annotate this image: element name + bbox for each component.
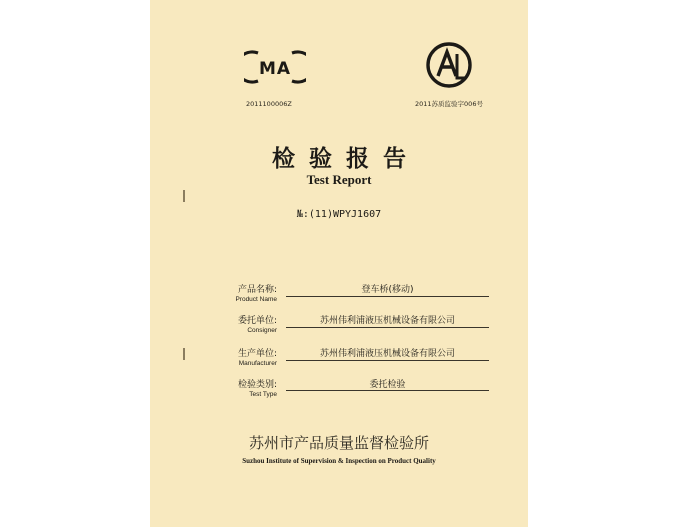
field-underline <box>286 390 489 391</box>
field-underline <box>286 327 489 328</box>
institute-name-en: Suzhou Institute of Supervision & Inspection on Product Quality <box>242 457 436 465</box>
binding-mark <box>183 190 185 202</box>
report-title-cn: 检验报告 <box>272 145 420 172</box>
test-type-label: 检验类别: <box>237 380 277 390</box>
field-underline <box>286 296 489 297</box>
consigner-label-en: Consigner <box>247 327 277 334</box>
test-type-label-en: Test Type <box>249 391 277 398</box>
svg-text:MA: MA <box>258 59 292 79</box>
cal-logo <box>424 40 474 90</box>
cma-code: 2011100006Z <box>246 100 292 108</box>
cal-code: 2011苏质监验字006号 <box>415 100 483 108</box>
cma-logo <box>244 47 306 87</box>
institute-name-cn: 苏州市产品质量监督检验所 <box>248 434 429 452</box>
product-name-label: 产品名称: <box>237 285 277 295</box>
consigner-value: 苏州伟利浦液压机械设备有限公司 <box>319 316 455 326</box>
report-number: №:(11)WPYJ1607 <box>296 209 382 220</box>
manufacturer-label-en: Manufacturer <box>238 360 277 367</box>
binding-mark <box>183 348 185 360</box>
test-type-value: 委托检验 <box>369 380 406 390</box>
report-cover-page <box>150 0 528 527</box>
product-name-label-en: Product Name <box>235 296 277 303</box>
manufacturer-value: 苏州伟利浦液压机械设备有限公司 <box>319 349 455 359</box>
manufacturer-label: 生产单位: <box>237 349 277 359</box>
product-name-value: 登车桥(移动) <box>361 285 414 295</box>
consigner-label: 委托单位: <box>237 316 277 326</box>
report-title-en: Test Report <box>306 172 372 187</box>
field-underline <box>286 360 489 361</box>
